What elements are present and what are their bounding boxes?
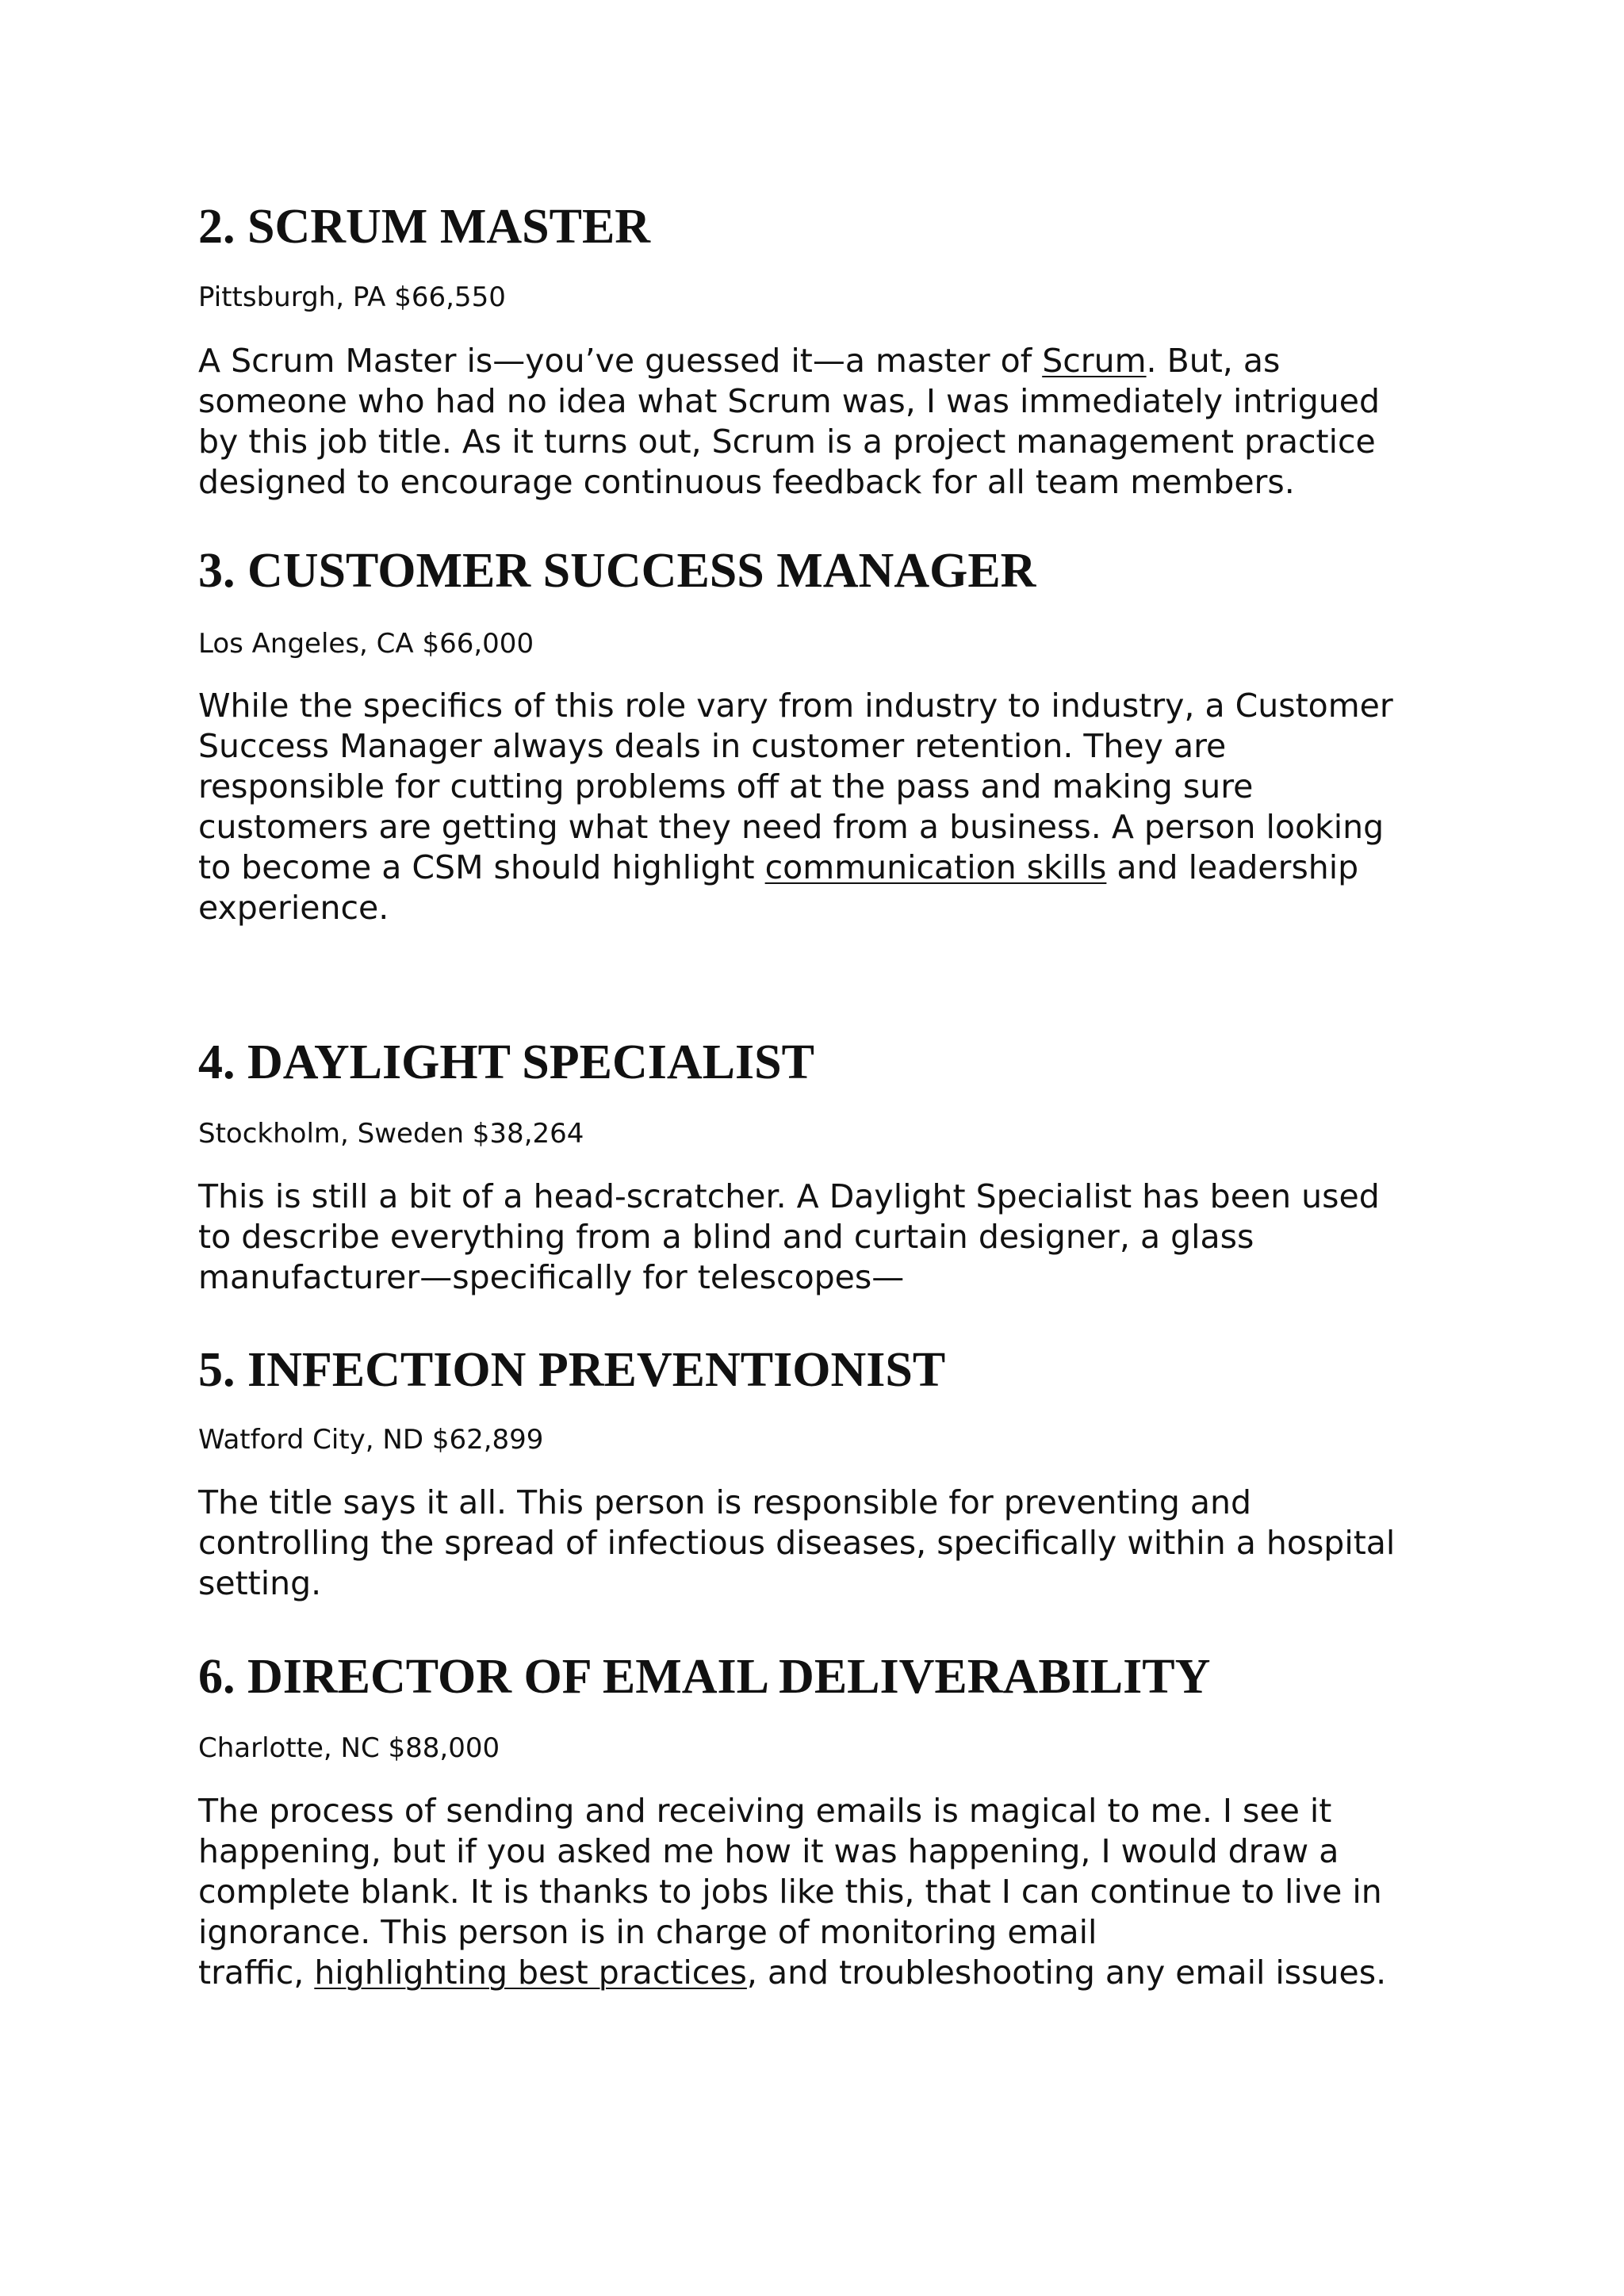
- body-line: The process of sending and receiving emails is magical to me. I see it: [198, 1792, 1332, 1830]
- section-body: [198, 1791, 1483, 1993]
- body-line: by this job title. As it turns out, Scrum is a project management practice: [198, 423, 1376, 461]
- body-line: designed to encourage continuous feedback for all team members.: [198, 463, 1295, 501]
- section-title: 2. SCRUM MASTER: [198, 200, 651, 254]
- scrum-link[interactable]: Scrum: [1042, 342, 1147, 380]
- text-segment: . But, as: [1146, 342, 1281, 380]
- body-line: responsible for cutting problems off at the pass and making sure: [198, 767, 1254, 806]
- section-title: 3. CUSTOMER SUCCESS MANAGER: [198, 544, 1036, 598]
- location-salary: Stockholm, Sweden $38,264: [198, 1118, 584, 1150]
- body-line: This is still a bit of a head-scratcher. A Daylight Specialist has been used: [198, 1177, 1380, 1215]
- communication-skills-link[interactable]: communication skills: [764, 848, 1107, 886]
- body-line: happening, but if you asked me how it was happening, I would draw a: [198, 1832, 1339, 1870]
- body-line: complete blank. It is thanks to jobs like this, that I can continue to live in: [198, 1873, 1382, 1911]
- body-line: While the specifics of this role vary from industry to industry, a Customer: [198, 687, 1393, 725]
- body-line: to describe everything from a blind and curtain designer, a glass: [198, 1218, 1254, 1256]
- highlighting-best-practices-link[interactable]: highlighting best practices: [314, 1954, 747, 1992]
- body-line: manufacturer—specifically for telescopes—: [198, 1258, 905, 1296]
- section-body: [198, 686, 1483, 928]
- body-line: Success Manager always deals in customer retention. They are: [198, 727, 1227, 765]
- body-line: customers are getting what they need from a business. A person looking: [198, 808, 1385, 846]
- text-segment: , and troubleshooting any email issues.: [746, 1954, 1387, 1992]
- body-line: ignorance. This person is in charge of monitoring email: [198, 1913, 1097, 1951]
- section-body: [198, 1177, 1483, 1298]
- section-title: 4. DAYLIGHT SPECIALIST: [198, 1035, 814, 1089]
- body-line: The title says it all. This person is responsible for preventing and: [198, 1483, 1252, 1521]
- section-body: [198, 1483, 1483, 1604]
- location-salary: Los Angeles, CA $66,000: [198, 628, 534, 660]
- body-line: controlling the spread of infectious diseases, specifically within a hospital: [198, 1524, 1396, 1562]
- location-salary: Watford City, ND $62,899: [198, 1424, 544, 1456]
- body-line: setting.: [198, 1564, 322, 1602]
- body-line: experience.: [198, 889, 389, 927]
- section-body: [198, 341, 1483, 503]
- body-line: [198, 341, 1483, 381]
- text-segment: to become a CSM should highlight: [198, 848, 765, 886]
- text-segment: A Scrum Master is—you’ve guessed it—a master of: [198, 342, 1043, 380]
- body-line: [198, 1953, 1483, 1993]
- body-line: someone who had no idea what Scrum was, I was immediately intrigued: [198, 382, 1381, 420]
- text-segment: and leadership: [1106, 848, 1359, 886]
- body-line: [198, 848, 1483, 888]
- section-title: 5. INFECTION PREVENTIONIST: [198, 1343, 946, 1397]
- location-salary: Charlotte, NC $88,000: [198, 1732, 500, 1764]
- text-segment: traffic,: [198, 1954, 315, 1992]
- location-salary: Pittsburgh, PA $66,550: [198, 281, 506, 313]
- section-title: 6. DIRECTOR OF EMAIL DELIVERABILITY: [198, 1650, 1211, 1704]
